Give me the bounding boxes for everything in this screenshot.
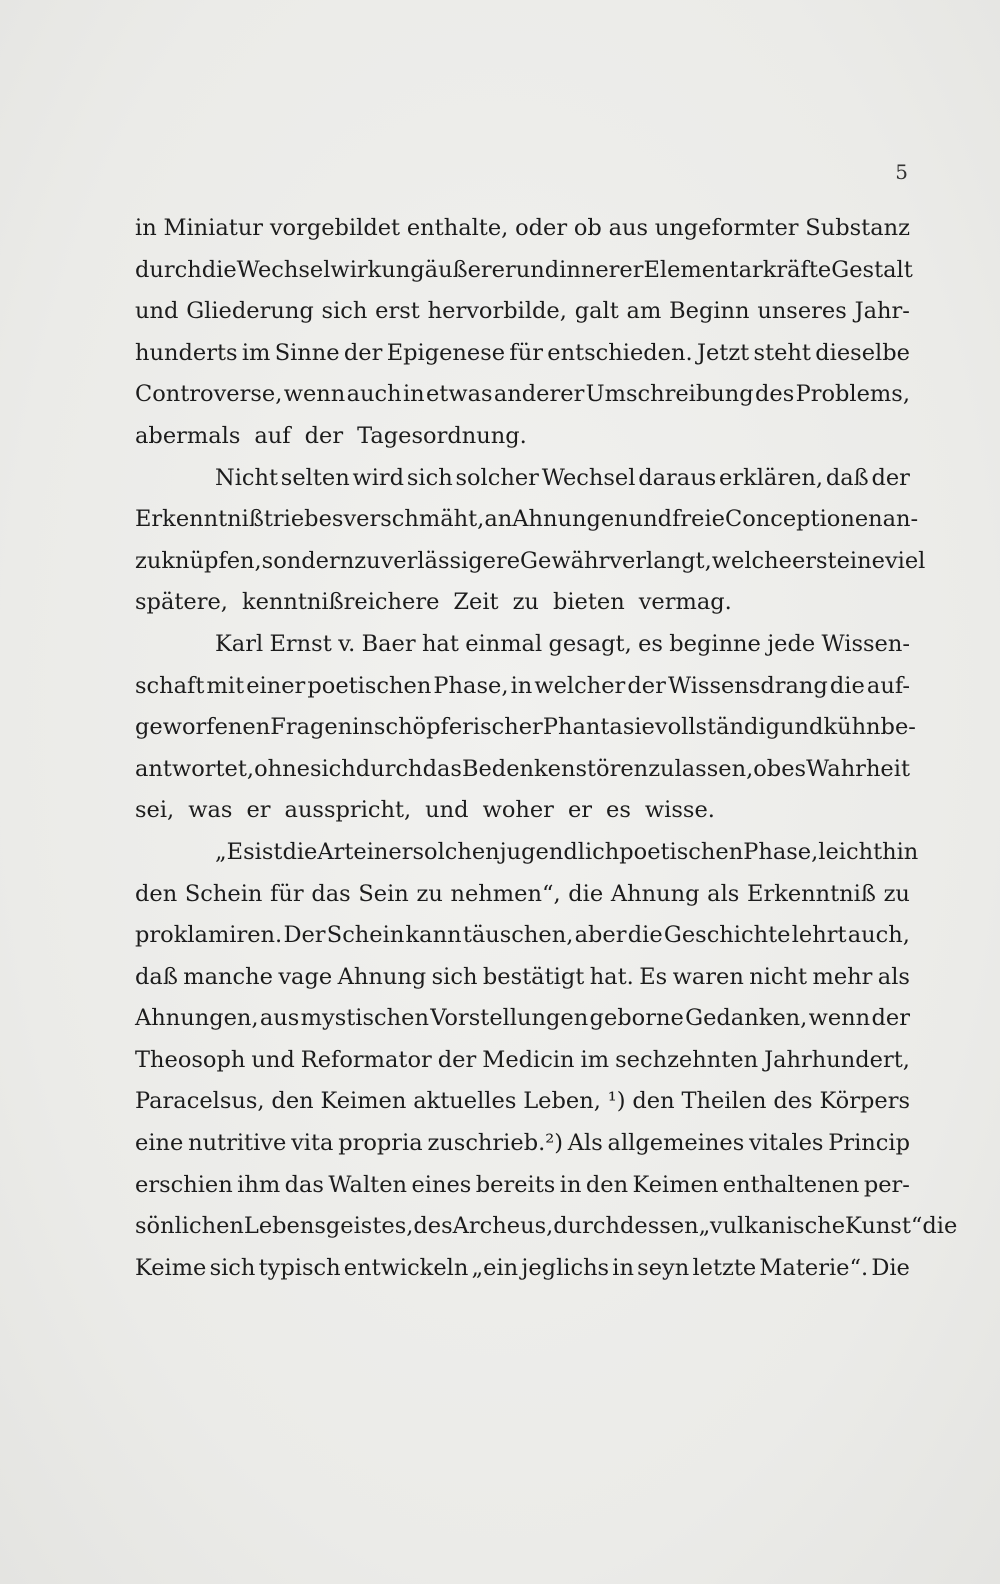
word: vitales — [749, 1130, 824, 1157]
word: nutritive — [188, 1130, 287, 1157]
word: sechzehnten — [615, 1046, 759, 1073]
word: das — [422, 755, 462, 782]
word: proklamiren. — [135, 922, 283, 949]
word: geborne — [589, 1005, 684, 1032]
word: durch — [355, 755, 423, 782]
word: Schein — [326, 922, 405, 949]
word: es — [318, 506, 344, 533]
word: Ernst — [269, 630, 332, 657]
word: Vorstellungen — [430, 1005, 589, 1032]
word: erst — [375, 298, 420, 325]
word: stören — [575, 755, 649, 782]
word: als — [877, 963, 910, 990]
word: Es — [639, 963, 668, 990]
word: daß — [135, 963, 178, 990]
word: und — [135, 298, 179, 325]
word: „Es — [215, 838, 255, 865]
text-line — [135, 1040, 910, 1082]
word: kann — [405, 922, 462, 949]
text-line — [135, 832, 919, 874]
word: poetischen — [307, 672, 432, 699]
text-line — [135, 874, 910, 916]
word: mystischen — [300, 1005, 429, 1032]
word: ob — [753, 755, 782, 782]
word: welche — [711, 547, 792, 574]
word: beginne — [669, 630, 761, 657]
word: Reformator — [300, 1046, 432, 1073]
word: Karl — [215, 630, 264, 657]
word: vita — [291, 1130, 334, 1157]
word: spätere, — [135, 589, 228, 616]
word: in — [559, 1171, 582, 1198]
word: selten — [280, 464, 350, 491]
word: Tagesordnung. — [357, 422, 527, 449]
word: der — [343, 339, 383, 366]
word: der — [627, 672, 666, 699]
word: es — [638, 630, 663, 657]
word: ohne — [254, 755, 310, 782]
text-line — [135, 1248, 910, 1290]
word: einer — [353, 838, 413, 865]
word: eines — [411, 1171, 472, 1198]
word: auf — [254, 422, 291, 449]
word: aus — [608, 215, 649, 241]
word: nehmen“, — [450, 880, 561, 907]
word: zu — [512, 589, 539, 616]
word: täuschen, — [462, 922, 574, 949]
word: Jahr- — [854, 298, 910, 325]
word: und — [780, 714, 824, 741]
word: Miniatur — [163, 215, 264, 241]
word: für — [509, 339, 543, 366]
word: oder — [515, 215, 568, 241]
word: erschien — [135, 1171, 233, 1198]
word: der — [871, 464, 910, 491]
word: v. — [338, 630, 356, 657]
word: viel — [884, 547, 926, 574]
word: und — [425, 797, 469, 824]
word: Gedanken, — [685, 1005, 808, 1032]
word: Umschreibung — [585, 381, 754, 408]
word: den — [585, 1171, 629, 1198]
word: zuknüpfen, — [135, 547, 262, 574]
word: und — [251, 1046, 295, 1073]
word: Als — [567, 1130, 603, 1157]
word: sönlichen — [135, 1213, 244, 1240]
word: den — [271, 1088, 314, 1115]
word: Gestalt — [831, 256, 913, 283]
word: manche — [183, 963, 273, 990]
word: Conceptionen — [724, 506, 883, 533]
word: Materie“. — [759, 1254, 869, 1281]
word: in — [612, 1254, 634, 1281]
word: Phantasie — [542, 714, 655, 741]
word: ungeformter — [654, 215, 799, 241]
word: durch — [135, 256, 202, 283]
text-line — [135, 749, 910, 791]
text-line — [135, 915, 910, 957]
word: Beginn — [669, 298, 750, 325]
word: waren — [672, 963, 744, 990]
word: sich — [321, 298, 368, 325]
word: lehrt — [791, 922, 847, 949]
word: den — [632, 1088, 675, 1115]
word: seyn — [637, 1254, 690, 1281]
word: für — [270, 880, 304, 907]
word: Zeit — [453, 589, 499, 616]
word: daraus — [638, 464, 717, 491]
word: der — [304, 422, 344, 449]
word: es — [606, 797, 631, 824]
word: schaft — [135, 672, 205, 699]
word: die — [282, 838, 318, 865]
word: „ein — [471, 1254, 519, 1281]
text-line — [135, 666, 910, 708]
word: an — [484, 506, 513, 533]
word: Phase, — [743, 838, 819, 865]
text-line — [135, 208, 910, 250]
word: bestätigt — [482, 963, 585, 990]
word: in — [352, 714, 374, 741]
word: Wissen- — [821, 630, 910, 657]
word: Sinne — [274, 339, 340, 366]
word: sich — [431, 963, 478, 990]
word: geworfenen — [135, 714, 271, 741]
text-line — [135, 957, 910, 999]
word: jugendlich — [499, 838, 620, 865]
word: Lebensgeistes, — [243, 1213, 414, 1240]
text-line — [135, 998, 910, 1040]
word: Gewähr — [520, 547, 610, 574]
word: auch, — [847, 922, 910, 949]
word: hunderts — [135, 339, 238, 366]
word: dessen — [620, 1213, 699, 1240]
word: er — [246, 797, 271, 824]
word: bieten — [552, 589, 625, 616]
word: Medicin — [482, 1046, 575, 1073]
word: „vulkanische — [698, 1213, 846, 1240]
word: die — [568, 880, 604, 907]
word: Substanz — [805, 215, 910, 241]
word: entwickeln — [343, 1254, 469, 1281]
word: Gliederung — [186, 298, 314, 325]
word: Erkenntnißtrieb — [135, 506, 319, 533]
word: Die — [871, 1254, 910, 1281]
word: erklären, — [719, 464, 824, 491]
word: Schein — [184, 880, 263, 907]
word: zuverlässigere — [354, 547, 521, 574]
word: Wahrheit — [806, 755, 910, 782]
word: aktuelles — [413, 1088, 517, 1115]
word: jeglichs — [521, 1254, 610, 1281]
word: Wechselwirkung — [236, 256, 425, 283]
word: wird — [352, 464, 405, 491]
word: bereits — [475, 1171, 556, 1198]
word: erst — [791, 547, 837, 574]
word: in — [135, 215, 157, 241]
word: sich — [309, 755, 356, 782]
word: an- — [882, 506, 919, 533]
word: die — [922, 1213, 958, 1240]
text-line — [135, 374, 910, 416]
word: sei, — [135, 797, 175, 824]
text-line — [135, 1081, 910, 1123]
word: Jahrhundert, — [764, 1046, 910, 1073]
text-line — [135, 624, 910, 666]
word: der — [437, 1046, 477, 1073]
text-line — [135, 1165, 910, 1207]
word: Problems, — [795, 381, 910, 408]
word: kenntnißreichere — [241, 589, 440, 616]
word: wenn — [283, 381, 346, 408]
word: leichthin — [818, 838, 919, 865]
word: wenn — [808, 1005, 871, 1032]
word: Jetzt — [696, 339, 750, 366]
word: in — [402, 381, 425, 408]
word: solchen — [412, 838, 500, 865]
text-line — [135, 582, 910, 624]
word: in — [510, 672, 533, 699]
word: das — [284, 1171, 324, 1198]
word: Theosoph — [135, 1046, 246, 1073]
word: enthalte, — [406, 215, 509, 241]
word: des — [754, 381, 795, 408]
word: Ahnungen — [512, 506, 629, 533]
word: welcher — [534, 672, 626, 699]
text-line — [135, 416, 910, 458]
word: entschieden. — [547, 339, 693, 366]
word: Phase, — [433, 672, 509, 699]
word: solcher — [455, 464, 539, 491]
word: er — [567, 797, 593, 824]
word: Sein — [358, 880, 409, 907]
word: antwortet, — [135, 755, 255, 782]
word: hervorbilde, — [427, 298, 567, 325]
word: zu — [883, 880, 910, 907]
text-line — [135, 541, 926, 583]
word: allgemeines — [607, 1130, 745, 1157]
word: propria — [338, 1130, 423, 1157]
text-line — [135, 458, 910, 500]
word: daß — [825, 464, 869, 491]
word: freie — [672, 506, 725, 533]
word: jede — [767, 630, 816, 657]
word: Körpers — [819, 1088, 910, 1115]
word: Leben, — [523, 1088, 601, 1115]
text-line — [135, 1206, 958, 1248]
word: es — [781, 755, 807, 782]
word: einer — [246, 672, 306, 699]
word: Erkenntniß — [747, 880, 876, 907]
text-line — [135, 333, 910, 375]
word: sich — [209, 1254, 256, 1281]
word: Art — [317, 838, 354, 865]
word: Baer — [361, 630, 416, 657]
word: einmal — [465, 630, 543, 657]
word: Wechsel — [541, 464, 636, 491]
word: letzte — [692, 1254, 757, 1281]
word: Keimen — [632, 1171, 719, 1198]
word: abermals — [135, 422, 241, 449]
word: Ahnung — [337, 963, 427, 990]
word: ob — [573, 215, 602, 241]
word: Controverse, — [135, 381, 283, 408]
word: schöpferischer — [373, 714, 543, 741]
word: die — [201, 256, 237, 283]
word: typisch — [258, 1254, 341, 1281]
word: Keime — [135, 1254, 207, 1281]
word: steht — [753, 339, 811, 366]
word: im — [241, 339, 271, 366]
word: und — [628, 506, 673, 533]
word: woher — [482, 797, 554, 824]
page-number: 5 — [895, 160, 908, 184]
word: was — [188, 797, 233, 824]
word: kühn — [823, 714, 881, 741]
word: äußerer — [424, 256, 516, 283]
word: ausspricht, — [284, 797, 412, 824]
word: vollständig — [654, 714, 781, 741]
word: unseres — [757, 298, 847, 325]
word: hat. — [589, 963, 634, 990]
word: sondern — [261, 547, 355, 574]
word: und — [515, 256, 560, 283]
word: hat — [421, 630, 459, 657]
word: Theilen — [681, 1088, 767, 1115]
word: auf- — [866, 672, 910, 699]
word: Geschichte — [663, 922, 791, 949]
word: eine — [135, 1130, 184, 1157]
text-line — [135, 250, 913, 292]
word: galt — [574, 298, 619, 325]
word: wisse. — [644, 797, 715, 824]
word: verlangt, — [609, 547, 712, 574]
word: Fragen — [270, 714, 353, 741]
word: Nicht — [215, 464, 279, 491]
word: als — [707, 880, 740, 907]
word: zuschrieb.²) — [427, 1130, 564, 1157]
word: aus — [259, 1005, 300, 1032]
word: Der — [283, 922, 326, 949]
word: poetischen — [619, 838, 744, 865]
word: lassen, — [674, 755, 754, 782]
word: der — [871, 1005, 910, 1032]
word: vermag. — [638, 589, 732, 616]
word: vage — [278, 963, 333, 990]
word: des — [773, 1088, 813, 1115]
word: zu — [416, 880, 443, 907]
word: aber — [574, 922, 627, 949]
word: Princip — [828, 1130, 910, 1157]
word: Epigenese — [386, 339, 506, 366]
word: dieselbe — [815, 339, 910, 366]
word: enthaltenen — [722, 1171, 860, 1198]
word: eine — [836, 547, 885, 574]
word: anderer — [493, 381, 585, 408]
word: verschmäht, — [343, 506, 485, 533]
word: ist — [254, 838, 283, 865]
word: Ahnungen, — [135, 1005, 259, 1032]
word: per- — [863, 1171, 910, 1198]
word: innerer — [559, 256, 644, 283]
word: die — [627, 922, 663, 949]
word: die — [829, 672, 865, 699]
text-line — [135, 790, 910, 832]
word: am — [626, 298, 662, 325]
word: nicht — [749, 963, 808, 990]
word: mit — [206, 672, 245, 699]
word: ¹) — [607, 1088, 626, 1115]
word: im — [580, 1046, 610, 1073]
word: auch — [346, 381, 402, 408]
word: Ahnung — [610, 880, 700, 907]
text-line — [135, 707, 916, 749]
word: be- — [880, 714, 916, 741]
word: ihm — [237, 1171, 281, 1198]
word: etwas — [425, 381, 493, 408]
word: Bedenken — [461, 755, 576, 782]
word: des — [413, 1213, 453, 1240]
text-line — [135, 291, 910, 333]
word: Wissensdrang — [667, 672, 828, 699]
word: den — [135, 880, 178, 907]
word: Paracelsus, — [135, 1088, 265, 1115]
word: vorgebildet — [269, 215, 401, 241]
body-text — [135, 208, 958, 1289]
word: gesagt, — [548, 630, 632, 657]
word: mehr — [812, 963, 873, 990]
word: Keimen — [320, 1088, 407, 1115]
word: durch — [553, 1213, 621, 1240]
text-line — [135, 1123, 910, 1165]
word: Archeus, — [452, 1213, 554, 1240]
text-line — [135, 499, 919, 541]
word: Elementarkräfte — [643, 256, 832, 283]
word: das — [311, 880, 351, 907]
word: zu — [648, 755, 675, 782]
word: Walten — [328, 1171, 408, 1198]
word: sich — [406, 464, 453, 491]
word: Kunst“ — [845, 1213, 923, 1240]
